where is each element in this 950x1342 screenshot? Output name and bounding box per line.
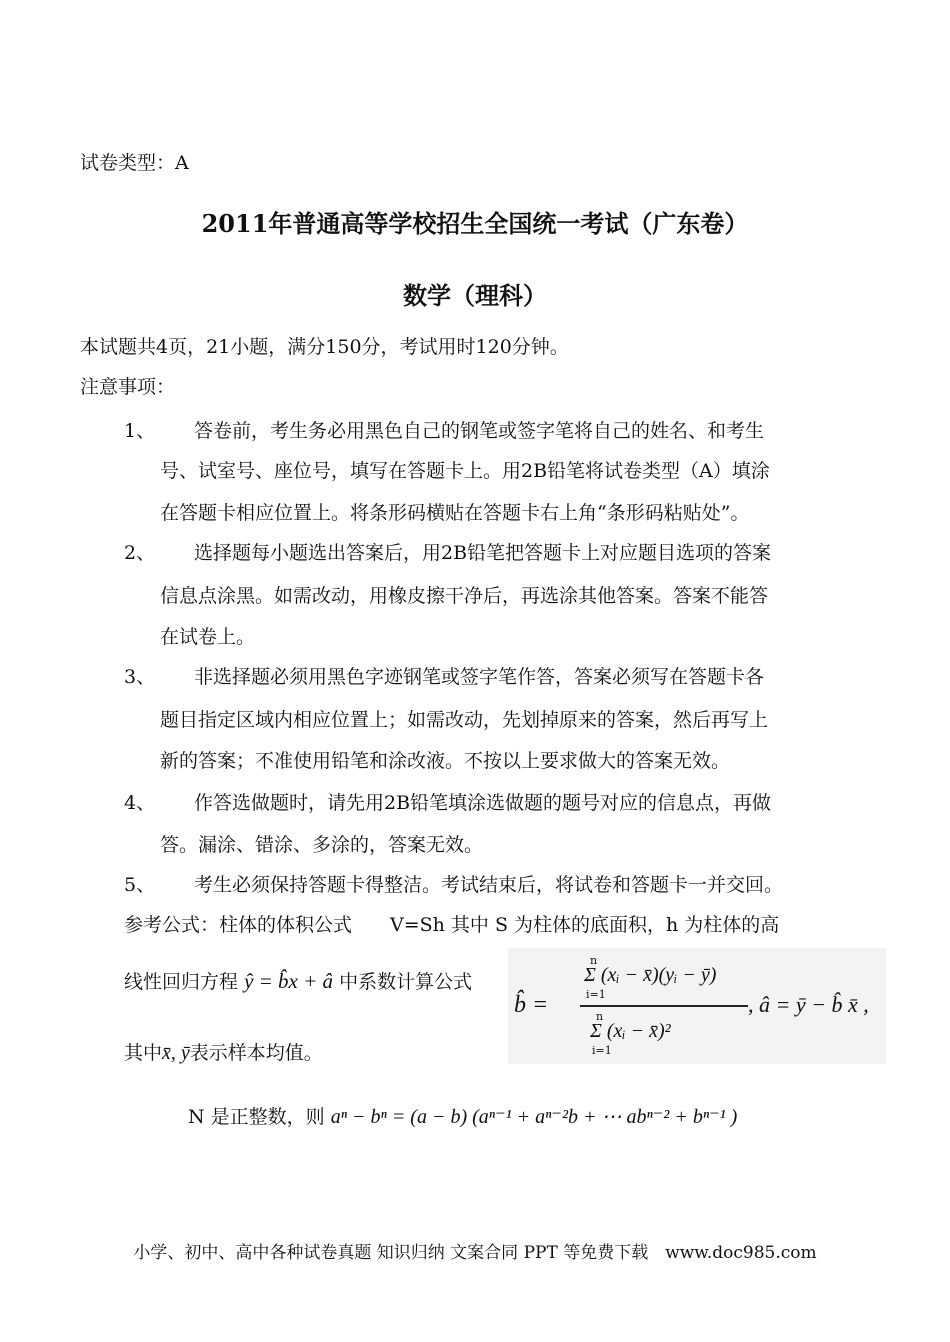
page-subtitle: 数学（理科） [403, 281, 547, 310]
paper-type: 试卷类型：A [80, 152, 189, 174]
exam-intro: 本试题共4页，21小题，满分150分，考试用时120分钟。 [80, 336, 569, 358]
note-number: 5、 [124, 874, 156, 896]
note-line: 非选择题必须用黑色字迹钢笔或签字笔作答，答案必须写在答题卡各 [194, 666, 765, 688]
sum-lower-limit: i=1 [592, 1044, 612, 1057]
page-footer: 小学、初中、高中各种试卷真题 知识归纳 文案合同 PPT 等免费下载 www.doc985.com [133, 1243, 817, 1263]
sum-upper-limit: n [596, 1010, 604, 1023]
mean-suffix: 表示样本均值。 [189, 1042, 323, 1064]
sum-upper-limit: n [590, 954, 598, 967]
note-line: 选择题每小题选出答案后，用2B铅笔把答题卡上对应题目选项的答案 [194, 542, 772, 564]
note-line: 在答题卡相应位置上。将条形码横贴在答题卡右上角“条形码粘贴处”。 [160, 502, 750, 524]
sum-lower-limit: i=1 [586, 988, 606, 1001]
note-line: 题目指定区域内相应位置上；如需改动，先划掉原来的答案，然后再写上 [160, 709, 769, 731]
note-line: 答卷前，考生务必用黑色自己的钢笔或签字笔将自己的姓名、和考生 [194, 420, 765, 442]
note-number: 2、 [124, 542, 156, 564]
sample-mean-note [124, 1042, 323, 1064]
formula-numerator: Σ (xᵢ − x̄)(yᵢ − ȳ) [584, 964, 717, 986]
note-line: 考生必须保持答题卡得整洁。考试结束后，将试卷和答题卡一并交回。 [194, 874, 784, 896]
power-difference-identity [188, 1106, 737, 1128]
page-title: 2011年普通高等学校招生全国统一考试（广东卷） [201, 209, 749, 238]
identity-formula: aⁿ − bⁿ = (a − b) (aⁿ⁻¹ + aⁿ⁻²b + ⋯ abⁿ⁻² + bⁿ⁻¹ ) [330, 1106, 738, 1128]
regression-coefficient-formula [508, 948, 886, 1064]
regression-suffix: 中系数计算公式 [339, 971, 473, 993]
note-number: 4、 [124, 792, 156, 814]
reference-volume-formula: 参考公式：柱体的体积公式 V=Sh 其中 S 为柱体的底面积，h 为柱体的高 [124, 914, 780, 936]
note-number: 1、 [124, 420, 156, 442]
note-line: 信息点涂黑。如需改动，用橡皮擦干净后，再选涂其他答案。答案不能答 [160, 585, 769, 607]
a-hat-formula: , â = ȳ − b̂ x̄ , [748, 992, 869, 1017]
note-line: 在试卷上。 [160, 626, 256, 648]
note-line: 新的答案；不准使用铅笔和涂改液。不按以上要求做大的答案无效。 [160, 750, 731, 772]
b-hat-label: b̂ = [514, 992, 549, 1018]
note-line: 作答选做题时，请先用2B铅笔填涂选做题的题号对应的信息点，再做 [194, 792, 772, 814]
mean-prefix: 其中 [124, 1042, 163, 1064]
note-line: 答。漏涂、错涂、多涂的，答案无效。 [160, 834, 484, 856]
formula-denominator: Σ (xᵢ − x̄)² [590, 1020, 671, 1042]
note-number: 3、 [124, 666, 156, 688]
fraction-bar [580, 1005, 748, 1007]
regression-prefix: 线性回归方程 [124, 971, 239, 993]
notes-heading: 注意事项： [80, 376, 176, 398]
note-line: 号、试室号、座位号，填写在答题卡上。用2B铅笔将试卷类型（A）填涂 [160, 460, 770, 482]
regression-line [124, 970, 472, 993]
mean-variables: x̄, ȳ [162, 1042, 190, 1064]
regression-equation: ŷ = b̂x + â [244, 969, 334, 993]
identity-prefix: N 是正整数，则 [188, 1106, 325, 1128]
